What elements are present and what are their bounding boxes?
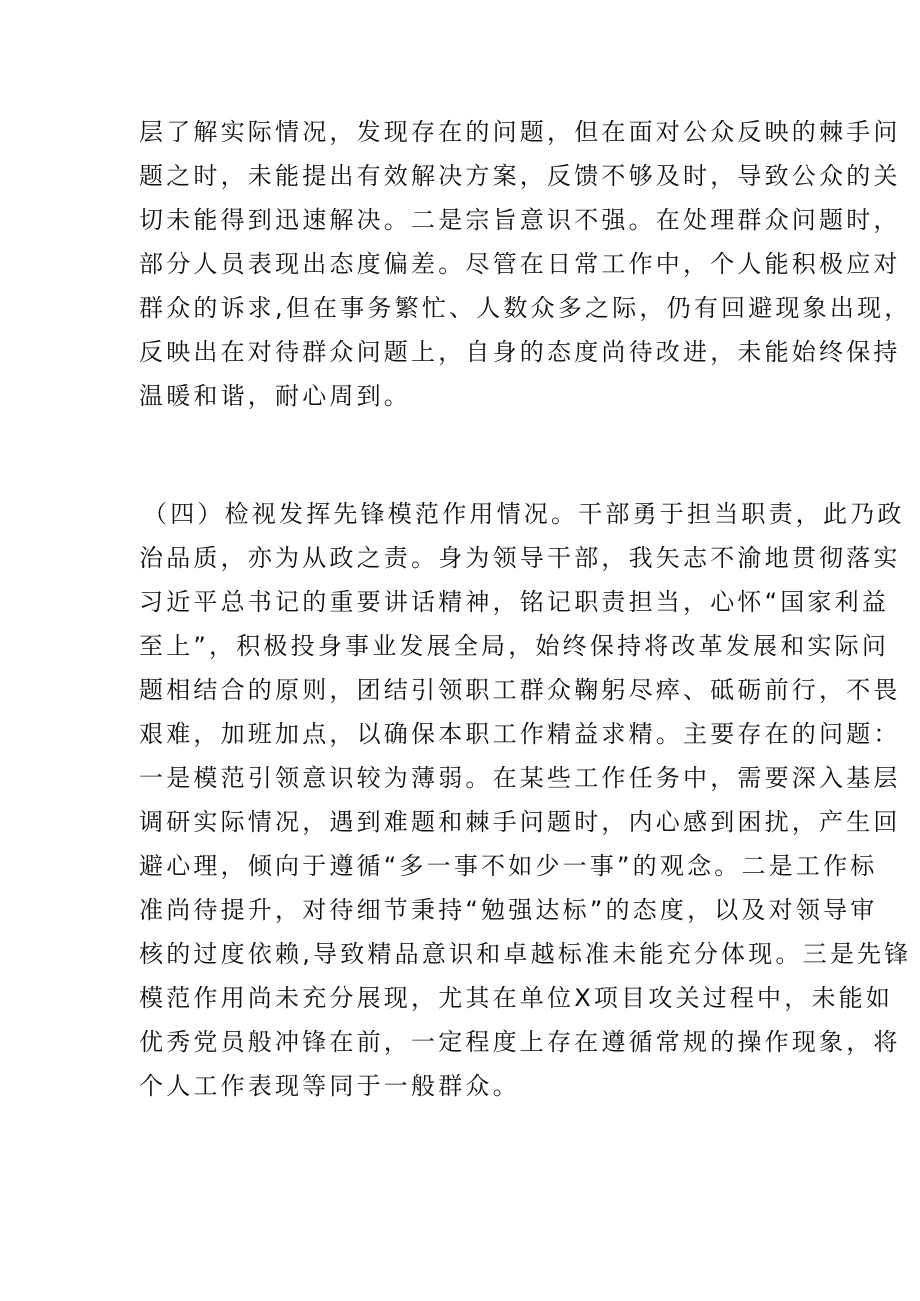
text-line: 群众的诉求,但在事务繁忙、人数众多之际，仍有回避现象出现， [139,294,912,322]
text-line: 温暖和谐，耐心周到。 [139,382,411,410]
text-line: 模范作用尚未充分展现，尤其在单位X项目攻关过程中，未能如 [139,984,894,1012]
text-line: 优秀党员般冲锋在前，一定程度上存在遵循常规的操作现象，将 [139,1028,901,1056]
text-line: 个人工作表现等同于一般群众。 [139,1072,520,1100]
text-line: 题之时，未能提出有效解决方案，反馈不够及时，导致公众的关 [139,162,901,190]
text-line: 调研实际情况，遇到难题和棘手问题时，内心感到困扰，产生回 [139,808,901,836]
text-line: 层了解实际情况，发现存在的问题，但在面对公众反映的棘手问 [139,118,901,146]
text-line: 反映出在对待群众问题上，自身的态度尚待改进，未能始终保持 [139,338,901,366]
text-line: 治品质，亦为从政之责。身为领导干部，我矢志不渝地贯彻落实 [139,544,901,572]
text-line: 核的过度依赖,导致精品意识和卓越标准未能充分体现。三是先锋 [139,940,912,968]
text-line: 准尚待提升，对待细节秉持“勉强达标”的态度，以及对领导审 [139,896,878,924]
text-line: 部分人员表现出态度偏差。尽管在日常工作中，个人能积极应对 [139,250,901,278]
text-line: 艰难，加班加点，以确保本职工作精益求精。主要存在的问题： [139,720,901,748]
text-line: 切未能得到迅速解决。二是宗旨意识不强。在处理群众问题时， [139,206,901,234]
text-line: 至上”，积极投身事业发展全局，始终保持将改革发展和实际问 [139,632,890,660]
text-line: 一是模范引领意识较为薄弱。在某些工作任务中，需要深入基层 [139,764,901,792]
text-line: 习近平总书记的重要讲话精神，铭记职责担当，心怀“国家利益 [139,588,890,616]
section-heading-line: （四）检视发挥先锋模范作用情况。干部勇于担当职责，此乃政 [143,500,905,528]
text-line: 避心理，倾向于遵循“多一事不如少一事”的观念。二是工作标 [139,852,878,880]
text-line: 题相结合的原则，团结引领职工群众鞠躬尽瘁、砥砺前行，不畏 [139,676,901,704]
